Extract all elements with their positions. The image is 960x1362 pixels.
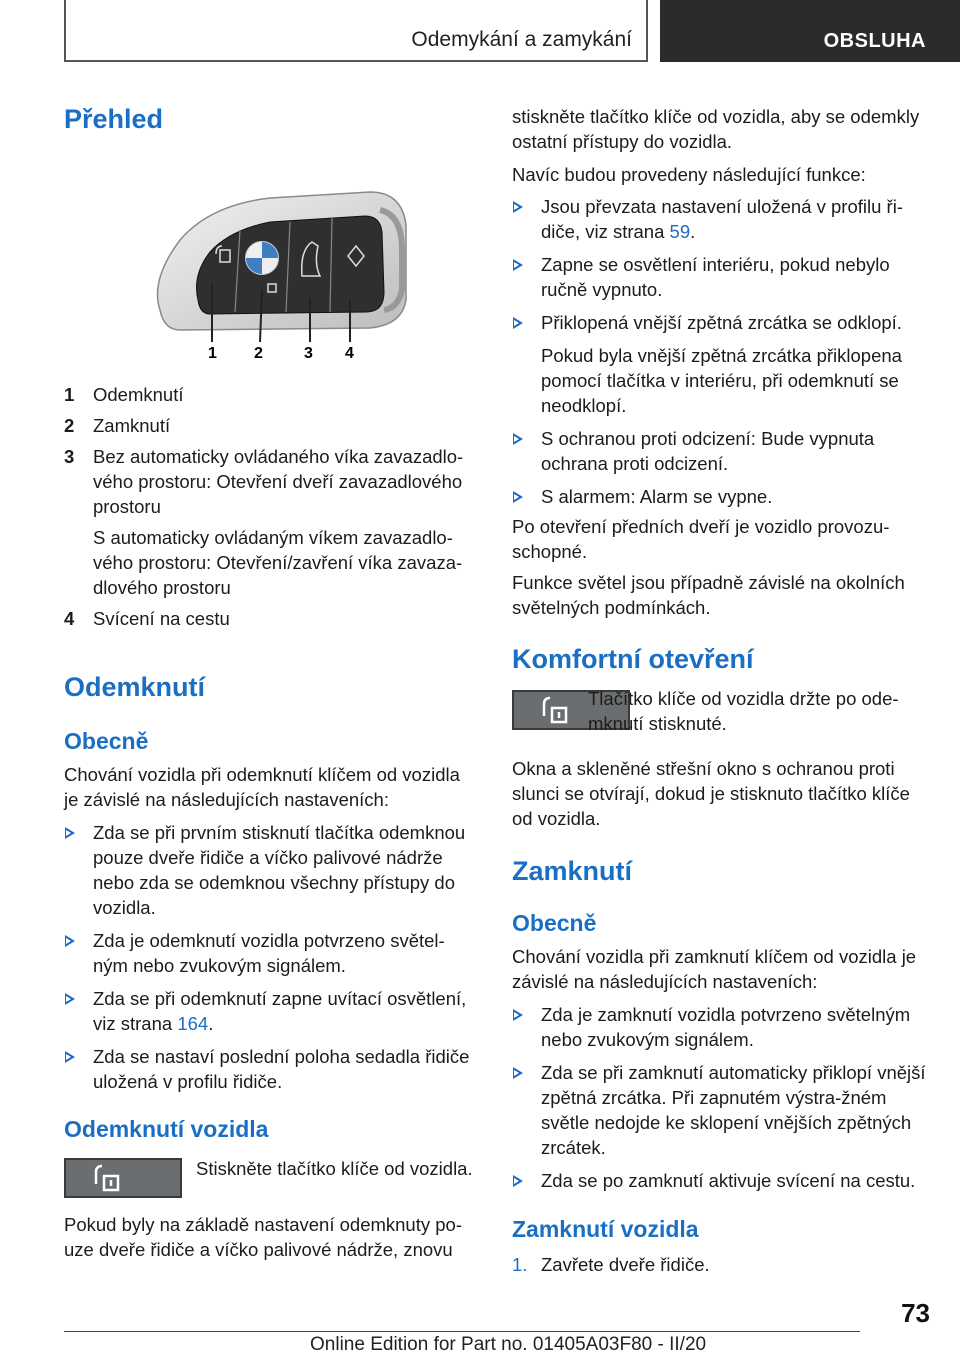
header-section-box — [64, 0, 648, 62]
callout-2: 2 — [254, 345, 263, 360]
page-number: 73 — [901, 1298, 930, 1328]
callout-1: 1 — [208, 345, 217, 360]
lock-title: Zamknutí — [512, 856, 633, 886]
list-item: 3 Bez automaticky ovládaného víka zavazadlo-vého prostoru: Otevření dveří zavazadlového prostoru — [64, 446, 464, 517]
list-item: 4 Svícení na cestu — [64, 608, 230, 629]
list-item: 1 Odemknutí — [64, 384, 184, 405]
overview-list — [64, 382, 474, 631]
unlock-key-icon-box — [64, 1158, 182, 1198]
lock-vehicle-title: Zamknutí vozidla — [512, 1216, 699, 1242]
callout-3: 3 — [304, 345, 313, 360]
list-item: Zapne se osvětlení interiéru, pokud nebylo ručně vypnuto. — [512, 252, 932, 302]
list-item: S ochranou proti odcizení: Bude vypnuta ochrana proti odcizení. — [512, 426, 932, 476]
list-item: Zda se při odemknutí zapne uvítací osvětlení, viz strana 164. — [64, 986, 476, 1036]
lights-para: Funkce světel jsou případně závislé na okolních světelných podmínkách. — [512, 572, 905, 618]
unlock-functions — [512, 194, 932, 509]
unlock-title: Odemknutí — [64, 672, 206, 702]
key-fob-illustration — [140, 180, 410, 360]
lock-general-title: Obecně — [512, 910, 597, 936]
page-link-164[interactable]: 164 — [177, 1013, 209, 1034]
unlock-vehicle-icon-text: Stiskněte tlačítko klíče od vozidla. — [196, 1158, 473, 1179]
unlock-vehicle-para: Pokud byly na základě nastavení odemknuty po-uze dveře řidiče a víčko palivové nádrže, znovu — [64, 1214, 462, 1260]
list-item: Jsou převzata nastavení uložená v profilu ři-diče, viz strana 59. — [512, 194, 932, 244]
comfort-icon-text: Tlačítko klíče od vozidla držte po ode-mknutí stisknuté. — [588, 688, 899, 734]
ready-para: Po otevření předních dveří je vozidlo provozu-schopné. — [512, 516, 890, 562]
list-item: Zda se po zamknutí aktivuje svícení na cestu. — [512, 1168, 932, 1193]
page-link-59[interactable]: 59 — [669, 221, 691, 242]
list-item: S alarmem: Alarm se vypne. — [512, 484, 932, 509]
list-item: Zda se při zamknutí automaticky přiklopí vnější zpětná zrcátka. Při zapnutém výstra-žném světle nedojde ke sklopení vnějších zpětných zrcátek. — [512, 1060, 932, 1160]
header-section-title: Odemykání a zamykání — [411, 28, 632, 51]
unlock-additional-intro: Navíc budou provedeny následující funkce: — [512, 164, 866, 185]
unlock-general-title: Obecně — [64, 728, 149, 754]
callout-4: 4 — [345, 345, 354, 360]
unlock-icon — [66, 1160, 180, 1196]
unlock-vehicle-title: Odemknutí vozidla — [64, 1116, 269, 1142]
unlock-continued-para: stiskněte tlačítko klíče od vozidla, aby se odemkly ostatní přístupy do vozidla. — [512, 106, 920, 152]
list-item: Zda je odemknutí vozidla potvrzeno světel-ným nebo zvukovým signálem. — [64, 928, 476, 978]
list-item: Zda je zamknutí vozidla potvrzeno světelným nebo zvukovým signálem. — [512, 1002, 932, 1052]
footer-edition: Online Edition for Part no. 01405A03F80 - II/20 — [310, 1334, 707, 1355]
header-chapter: OBSLUHA — [823, 30, 926, 52]
unlock-general-intro: Chování vozidla při odemknutí klíčem od vozidla je závislé na následujících nastaveních: — [64, 764, 460, 810]
list-item: Zda se nastaví poslední poloha sedadla řidiče uložená v profilu řidiče. — [64, 1044, 476, 1094]
footer-divider — [64, 1331, 860, 1332]
list-item: S automaticky ovládaným víkem zavazadlo-vého prostoru: Otevření/zavření víka zavaza-dlového prostoru — [93, 527, 463, 598]
header-chapter-box — [660, 0, 960, 62]
lock-general-intro: Chování vozidla při zamknutí klíčem od vozidla je závislé na následujících nastaveních: — [512, 946, 917, 992]
page-header — [64, 0, 960, 66]
comfort-para: Okna a skleněné střešní okno s ochranou proti slunci se otvírají, dokud je stisknuto tlačítko klíče od vozidla. — [512, 758, 910, 829]
comfort-title: Komfortní otevření — [512, 644, 754, 674]
list-item: Přiklopená vnější zpětná zrcátka se odklopí. — [512, 310, 932, 335]
list-item: 2 Zamknutí — [64, 415, 171, 436]
overview-title: Přehled — [64, 104, 164, 134]
list-item: Zda se při prvním stisknutí tlačítka odemknou pouze dveře řidiče a víčko palivové nádrže nebo zda se odemknou všechny přístupy do vozidla. — [64, 820, 476, 920]
lock-bullets — [512, 1002, 932, 1193]
lock-step-1: 1. Zavřete dveře řidiče. — [512, 1254, 710, 1275]
mirror-note: Pokud byla vnější zpětná zrcátka přiklopena pomocí tlačítka v interiéru, při odemknutí se neodklopí. — [541, 345, 902, 416]
unlock-bullets — [64, 820, 476, 1094]
